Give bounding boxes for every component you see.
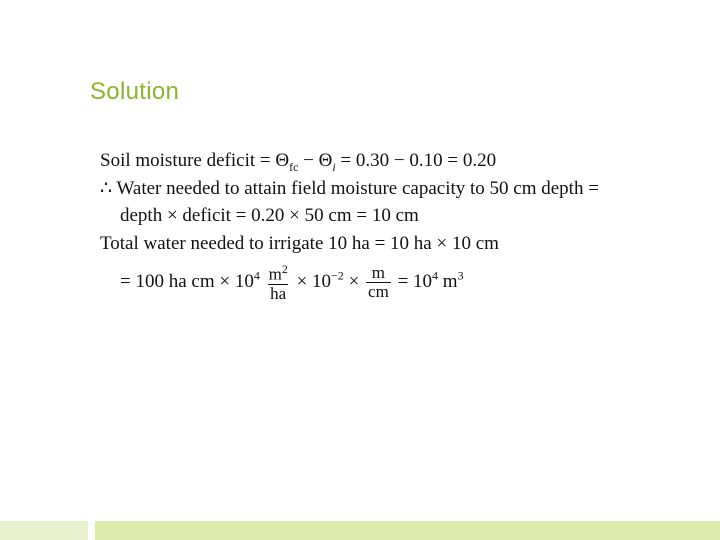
eq4-text: Total water needed to irrigate 10 ha = 10 ha × 10 cm	[100, 233, 499, 254]
frac1-numerator: $m^2$	[268, 262, 288, 284]
eq1-text-c: = 0.30 − 0.10 = 0.20	[335, 150, 497, 171]
frac1-denominator: ha	[270, 283, 287, 303]
frac2-numerator: m	[371, 263, 386, 283]
frac2-denominator: cm	[368, 282, 389, 302]
eq5-exp-a: 4	[253, 268, 260, 283]
eq3-text: depth × deficit = 0.20 × 50 cm = 10 cm	[120, 205, 419, 226]
equation-line-4	[100, 233, 499, 255]
slide-title: Solution	[90, 78, 180, 105]
footer-bar-right	[95, 521, 720, 540]
eq5-text-b: × 10	[296, 271, 332, 293]
eq1-text-a: Soil moisture deficit = Θ	[100, 150, 290, 171]
equation-line-1	[100, 150, 496, 175]
eq1-sub-i: i	[332, 159, 336, 174]
eq5-exp-b: −2	[331, 268, 344, 283]
eq5-text-a: = 100 ha cm × 10	[120, 271, 254, 293]
fraction-m2-per-ha	[267, 263, 290, 302]
fraction-m-per-cm	[366, 264, 391, 301]
eq1-text-b: − Θ	[298, 150, 333, 171]
equation-line-5	[120, 263, 464, 302]
eq5-text-e: m	[438, 271, 458, 293]
eq5-text-d: = 10	[397, 271, 433, 293]
eq5-exp-d: 4	[432, 268, 439, 283]
eq5-text-c: ×	[348, 271, 360, 293]
eq5-exp-e: 3	[457, 268, 464, 283]
equation-line-2	[100, 177, 599, 200]
equation-line-3	[120, 205, 419, 227]
eq1-sub-fc: fc	[289, 159, 299, 174]
footer-bar-left	[0, 521, 88, 540]
eq2-text: ∴ Water needed to attain field moisture capacity to 50 cm depth =	[100, 178, 599, 199]
